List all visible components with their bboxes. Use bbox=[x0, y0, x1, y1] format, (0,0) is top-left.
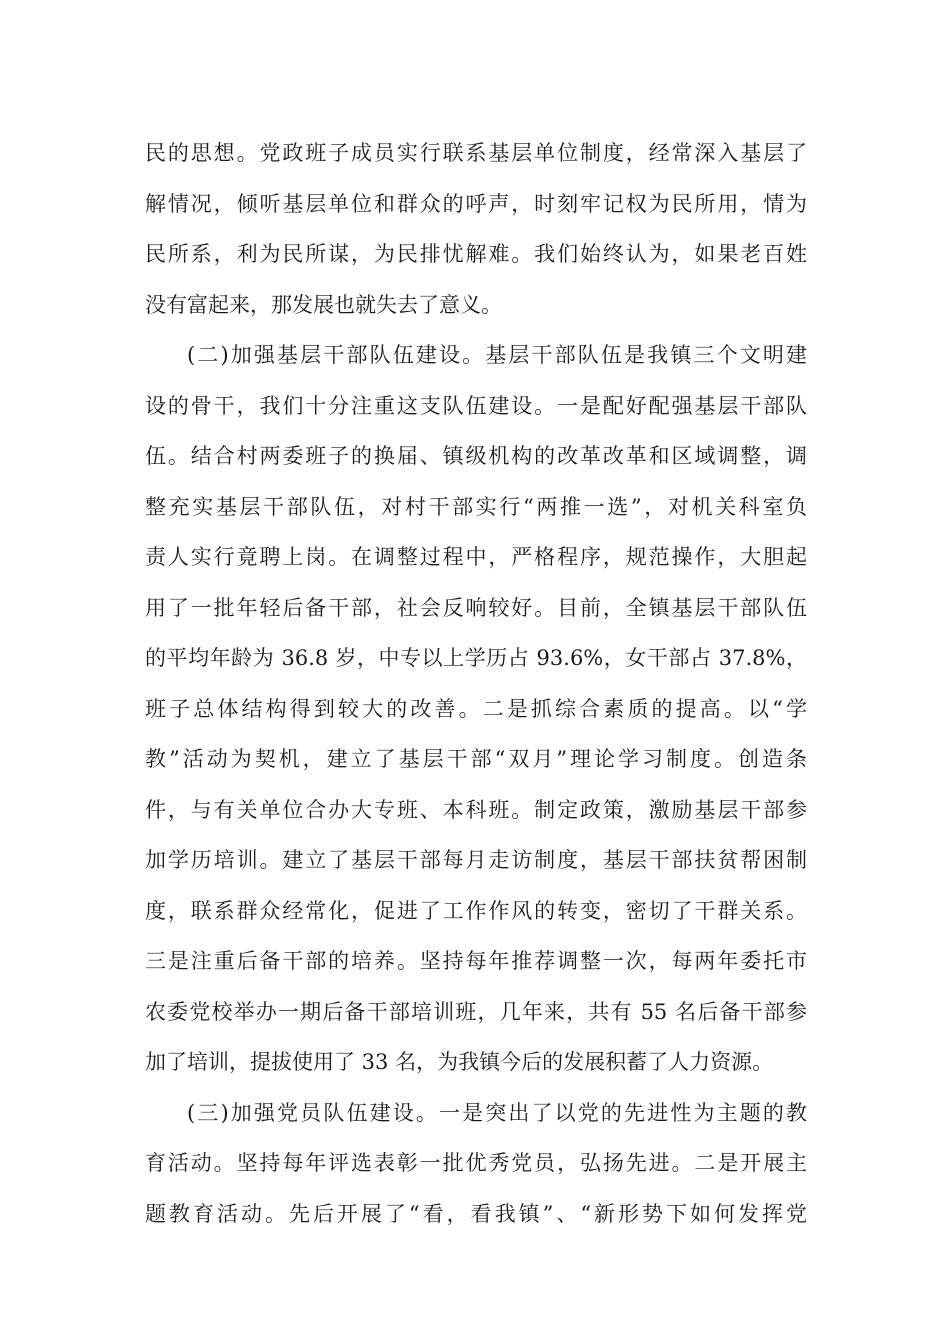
text-line: 整充实基层干部队伍，对村干部实行“两推一选”，对机关科室负 bbox=[145, 494, 807, 519]
text-line: 的平均年龄为 36.8 岁，中专以上学历占 93.6%，女干部占 37.8%， bbox=[145, 646, 807, 670]
text-line: 民的思想。党政班子成员实行联系基层单位制度，经常深入基层了 bbox=[145, 141, 807, 165]
body-text bbox=[145, 128, 807, 1239]
text-line: 伍。结合村两委班子的换届、镇级机构的改革改革和区域调整，调 bbox=[145, 444, 807, 468]
text-line: 加了培训，提拔使用了 33 名，为我镇今后的发展积蓄了人力资源。 bbox=[145, 1050, 774, 1074]
text-line: 责人实行竟聘上岗。在调整过程中，严格程序，规范操作，大胆起 bbox=[145, 545, 807, 569]
text-line: 班子总体结构得到较大的改善。二是抓综合素质的提高。以“学 bbox=[145, 696, 807, 721]
text-line: 题教育活动。先后开展了“看，看我镇”、“新形势下如何发挥党 bbox=[145, 1201, 807, 1226]
section-heading-line: (三)加强党员队伍建设。一是突出了以党的先进性为主题的教 bbox=[187, 1100, 807, 1125]
text-line: 度，联系群众经常化，促进了工作作风的转变，密切了干群关系。 bbox=[145, 898, 807, 923]
text-line: 育活动。坚持每年评选表彰一批优秀党员，弘扬先进。二是开展主 bbox=[145, 1151, 807, 1175]
text-line: 加学历培训。建立了基层干部每月走访制度，基层干部扶贫帮困制 bbox=[145, 848, 807, 872]
section-heading-line: (二)加强基层干部队伍建设。基层干部队伍是我镇三个文明建 bbox=[187, 343, 807, 367]
text-line: 三是注重后备干部的培养。坚持每年推荐调整一次，每两年委托市 bbox=[145, 949, 807, 973]
text-line: 用了一批年轻后备干部，社会反响较好。目前，全镇基层干部队伍 bbox=[145, 595, 807, 620]
text-line: 教”活动为契机，建立了基层干部“双月”理论学习制度。创造条 bbox=[145, 747, 807, 771]
text-line: 民所系，利为民所谋，为民排忧解难。我们始终认为，如果老百姓 bbox=[145, 242, 807, 266]
text-line: 农委党校举办一期后备干部培训班，几年来，共有 55 名后备干部参 bbox=[145, 999, 807, 1024]
text-line: 没有富起来，那发展也就失去了意义。 bbox=[145, 292, 502, 317]
text-line: 设的骨干，我们十分注重这支队伍建设。一是配好配强基层干部队 bbox=[145, 393, 807, 418]
text-line: 解情况，倾听基层单位和群众的呼声，时刻牢记权为民所用，情为 bbox=[145, 191, 807, 216]
text-line: 件，与有关单位合办大专班、本科班。制定政策，激励基层干部参 bbox=[145, 797, 807, 822]
